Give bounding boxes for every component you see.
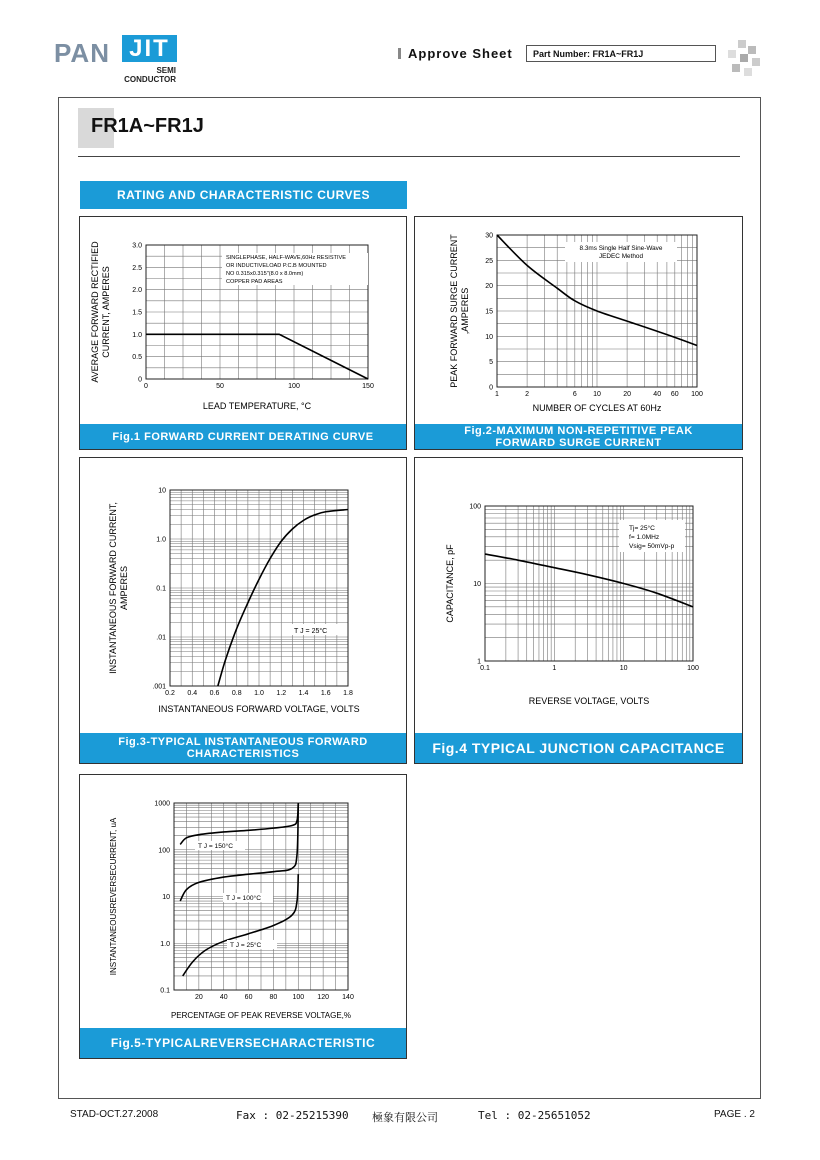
x-tick-label: 0.4 xyxy=(187,690,198,697)
footer-page: PAGE . 2 xyxy=(714,1109,755,1120)
y-tick-label: 10 xyxy=(158,487,166,495)
x-axis-label: REVERSE VOLTAGE, VOLTS xyxy=(528,696,650,706)
logo-pan-text: PAN xyxy=(54,38,110,68)
y-tick-label: 10 xyxy=(473,581,481,588)
x-tick-label: 140 xyxy=(342,994,354,1001)
y-tick-label: 0.5 xyxy=(132,354,142,362)
y-axis-label: INSTANTANEOUSREVERSECURRENT, uA xyxy=(109,817,118,976)
chart-note-line: f= 1.0MHz xyxy=(629,534,660,541)
figure-3-caption xyxy=(80,733,406,763)
series-line xyxy=(180,803,298,844)
figure-3-caption-line-1: Fig.3-TYPICAL INSTANTANEOUS FORWARD xyxy=(118,736,368,748)
chart-note-line: SINGLEPHASE, HALF-WAVE,60Hz RESISTIVE xyxy=(226,255,346,261)
y-tick-label: .01 xyxy=(156,634,166,642)
x-tick-label: 40 xyxy=(653,391,662,398)
y-tick-label: 0.1 xyxy=(156,585,166,593)
y-tick-label: 10 xyxy=(162,894,170,901)
series-label: T J = 150°C xyxy=(198,843,233,850)
x-tick-label: 0.6 xyxy=(209,690,220,697)
series-line xyxy=(218,509,348,686)
y-tick-label: .001 xyxy=(152,683,166,691)
x-tick-label: 20 xyxy=(623,391,632,398)
x-axis-label: NUMBER OF CYCLES AT 60Hz xyxy=(532,403,662,413)
x-tick-label: 2 xyxy=(525,391,530,398)
x-tick-label: 10 xyxy=(593,391,601,398)
chart-note: T J = 25°C xyxy=(294,628,328,635)
footer-tel: Tel : 02-25651052 xyxy=(478,1109,591,1122)
series-line xyxy=(485,554,693,607)
series-label: T J = 100°C xyxy=(226,895,261,902)
footer-fax: Fax : 02-25215390 xyxy=(236,1109,349,1122)
figure-3-caption-line-2: CHARACTERISTICS xyxy=(186,748,300,760)
figure-2-chart xyxy=(415,217,744,451)
figure-5-caption: Fig.5-TYPICALREVERSECHARACTERISTIC xyxy=(80,1028,406,1058)
part-number-box: Part Number: FR1A~FR1J xyxy=(526,45,716,62)
x-tick-label: 1.8 xyxy=(343,690,353,697)
figure-5-panel xyxy=(79,774,407,1059)
y-tick-label: 1.0 xyxy=(160,940,170,948)
figure-2-panel xyxy=(414,216,743,450)
x-tick-label: 0 xyxy=(144,383,148,390)
x-tick-label: 100 xyxy=(687,665,699,672)
x-tick-label: 1 xyxy=(552,665,557,672)
chart-note-line: Tj= 25°C xyxy=(629,525,655,532)
x-tick-label: 50 xyxy=(216,383,224,390)
figure-4-panel xyxy=(414,457,743,764)
x-tick-label: 1.6 xyxy=(320,690,331,697)
chart-note-line: OR INDUCTIVELOAD P.C.B MOUNTED xyxy=(226,263,327,269)
y-axis-label: AMPERES xyxy=(119,565,129,611)
figure-1-chart xyxy=(80,217,408,451)
x-tick-label: 100 xyxy=(288,383,300,390)
y-tick-label: 2.5 xyxy=(132,264,142,272)
logo-sub-line-1: SEMI xyxy=(156,66,176,75)
y-tick-label: 0.1 xyxy=(160,987,170,995)
x-tick-label: 0.8 xyxy=(231,690,242,697)
y-axis-label: CURRENT, AMPERES xyxy=(101,266,111,358)
y-axis-label: INSTANTANEOUS FORWARD CURRENT, xyxy=(108,502,118,674)
x-axis-label: INSTANTANEOUS FORWARD VOLTAGE, VOLTS xyxy=(158,704,360,714)
x-tick-label: 1.2 xyxy=(276,690,287,697)
figure-2-caption-line-1: Fig.2-MAXIMUM NON-REPETITIVE PEAK xyxy=(464,424,693,437)
chart-note-line: Vsig= 50mVp-p xyxy=(629,543,675,550)
x-tick-label: 1.0 xyxy=(254,690,264,697)
x-tick-label: 60 xyxy=(244,994,253,1001)
figure-4-caption: Fig.4 TYPICAL JUNCTION CAPACITANCE xyxy=(415,733,742,763)
y-axis-label: AVERAGE FORWARD RECTIFIED xyxy=(90,241,100,383)
figure-2-caption xyxy=(415,424,742,449)
approve-marker xyxy=(398,48,401,59)
chart-note-line: 8.3ms Single Half Sine-Wave xyxy=(579,245,663,252)
x-tick-label: 0.1 xyxy=(480,665,490,672)
y-tick-label: 5 xyxy=(489,359,493,367)
y-axis-label: CAPACITANCE, pF xyxy=(445,544,455,623)
y-tick-label: 100 xyxy=(469,503,481,511)
figure-3-panel xyxy=(79,457,407,764)
x-tick-label: 1 xyxy=(495,391,499,398)
y-axis-label: PEAK FORWARD SURGE CURRENT xyxy=(449,234,459,388)
y-tick-label: 2.0 xyxy=(132,287,142,295)
y-tick-label: 15 xyxy=(485,308,493,316)
chart-note-line: JEDEC Method xyxy=(598,253,644,260)
y-tick-label: 1.5 xyxy=(132,309,142,317)
y-tick-label: 3.0 xyxy=(132,242,142,250)
logo-subtitle xyxy=(122,66,176,84)
x-tick-label: 150 xyxy=(362,383,374,390)
y-tick-label: 1 xyxy=(477,658,481,666)
y-axis-label: ,AMPERES xyxy=(460,287,470,335)
figure-5-chart xyxy=(80,775,408,1060)
logo-jit-box: JIT xyxy=(122,35,177,62)
x-tick-label: 100 xyxy=(691,391,703,398)
figure-4-chart xyxy=(415,458,744,765)
y-tick-label: 1.0 xyxy=(132,331,142,339)
title-divider xyxy=(78,156,740,157)
x-tick-label: 100 xyxy=(292,994,305,1001)
y-tick-label: 100 xyxy=(158,847,170,855)
series-label: T J = 25°C xyxy=(230,942,262,949)
x-tick-label: 60 xyxy=(670,391,679,398)
x-tick-label: 40 xyxy=(219,994,228,1001)
figure-2-caption-line-2: FORWARD SURGE CURRENT xyxy=(495,436,662,449)
x-axis-label: PERCENTAGE OF PEAK REVERSE VOLTAGE,% xyxy=(170,1011,352,1020)
x-tick-label: 120 xyxy=(317,994,329,1001)
logo-sub-line-2: CONDUCTOR xyxy=(124,75,176,84)
figure-1-caption: Fig.1 FORWARD CURRENT DERATING CURVE xyxy=(80,424,406,449)
y-tick-label: 20 xyxy=(485,283,493,291)
corner-decoration-icon xyxy=(726,40,762,78)
y-tick-label: 1000 xyxy=(154,800,170,808)
figure-3-chart xyxy=(80,458,408,765)
x-tick-label: 80 xyxy=(269,994,278,1001)
x-tick-label: 0.2 xyxy=(165,690,175,697)
y-tick-label: 0 xyxy=(489,384,493,392)
x-tick-label: 1.4 xyxy=(298,690,309,697)
y-tick-label: 0 xyxy=(138,376,142,384)
footer-date: STAD-OCT.27.2008 xyxy=(70,1109,159,1120)
page-title: FR1A~FR1J xyxy=(91,115,204,137)
section-header: RATING AND CHARACTERISTIC CURVES xyxy=(80,181,407,209)
chart-note-line: NO 0.315x0.315"(8.0 x 8.0mm) xyxy=(226,271,304,277)
x-tick-label: 6 xyxy=(572,391,577,398)
y-tick-label: 10 xyxy=(485,333,493,341)
chart-note-line: COPPER PAD AREAS xyxy=(226,279,283,285)
y-tick-label: 25 xyxy=(485,257,493,265)
figure-1-panel xyxy=(79,216,407,450)
y-tick-label: 1.0 xyxy=(156,536,166,544)
series-line xyxy=(183,874,299,976)
y-tick-label: 30 xyxy=(485,232,493,240)
approve-sheet-label: Approve Sheet xyxy=(408,46,513,61)
footer-company: 極象有限公司 xyxy=(372,1111,438,1124)
x-axis-label: LEAD TEMPERATURE, °C xyxy=(202,401,312,411)
x-tick-label: 10 xyxy=(619,665,628,672)
x-tick-label: 20 xyxy=(194,994,203,1001)
